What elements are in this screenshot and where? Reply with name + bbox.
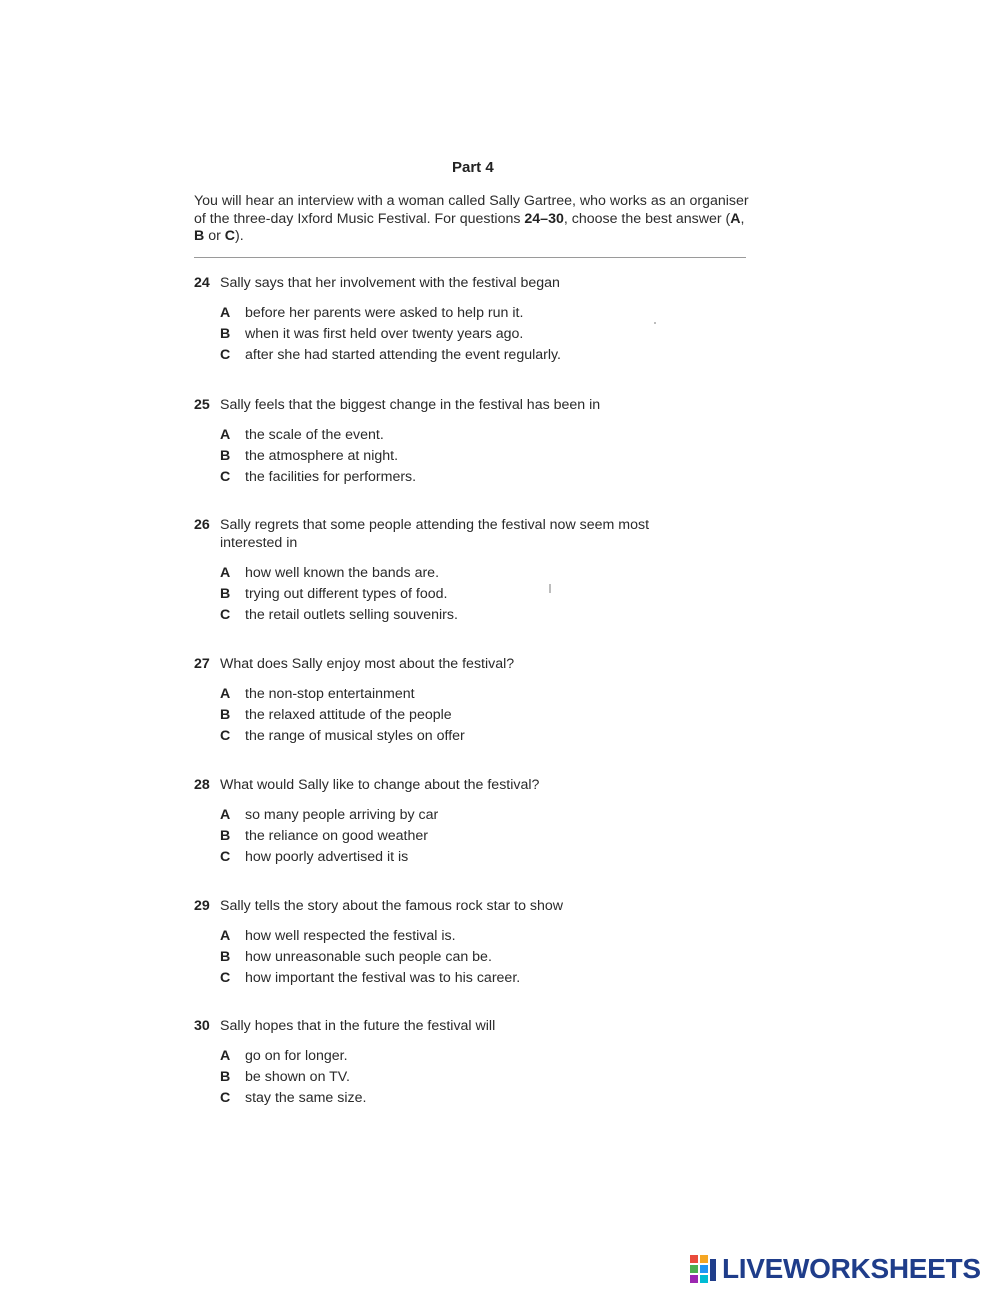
divider-line <box>194 257 746 258</box>
option-c <box>220 968 754 989</box>
question-text: Sally hopes that in the future the festival will <box>220 1018 496 1034</box>
question-number: 26 <box>194 517 210 533</box>
option-letter: A <box>220 928 231 944</box>
question-24 <box>194 274 754 366</box>
option-text: the scale of the event. <box>245 427 384 443</box>
option-a <box>220 684 754 705</box>
question-number: 27 <box>194 656 210 672</box>
question-text: Sally feels that the biggest change in the festival has been in <box>220 397 601 413</box>
question-30 <box>194 1017 754 1109</box>
scan-speck <box>549 584 551 593</box>
instructions-text-1: You will hear an interview with a woman called Sally Gartree, who works as an organiser of the three-day Ixford Music Festival. For questions <box>194 193 749 227</box>
option-letter: C <box>220 970 231 986</box>
question-25 <box>194 396 754 488</box>
option-b <box>220 1067 754 1088</box>
question-text: What does Sally enjoy most about the festival? <box>220 656 515 672</box>
scan-speck <box>654 322 656 324</box>
option-text: how well respected the festival is. <box>245 928 456 944</box>
option-letter: B <box>220 1069 231 1085</box>
option-letter: A <box>220 565 231 581</box>
options-list <box>220 926 754 989</box>
option-letter: B <box>220 828 231 844</box>
option-b <box>220 446 754 467</box>
liveworksheets-logo-icon <box>690 1255 718 1283</box>
question-29 <box>194 897 754 989</box>
question-26 <box>194 516 754 626</box>
instructions-letter-a: A <box>730 210 741 227</box>
option-letter: C <box>220 469 231 485</box>
option-text: how poorly advertised it is <box>245 849 409 865</box>
question-number: 29 <box>194 898 210 914</box>
option-c <box>220 726 754 747</box>
option-c <box>220 467 754 488</box>
option-text: before her parents were asked to help run it. <box>245 305 524 321</box>
option-text: the facilities for performers. <box>245 469 417 485</box>
option-text: how important the festival was to his career. <box>245 970 521 986</box>
option-letter: C <box>220 347 231 363</box>
option-letter: B <box>220 707 231 723</box>
option-b <box>220 947 754 968</box>
part-title: Part 4 <box>452 159 494 176</box>
option-letter: A <box>220 305 231 321</box>
option-c <box>220 847 754 868</box>
option-text: be shown on TV. <box>245 1069 350 1085</box>
instructions-question-range: 24–30 <box>524 210 564 227</box>
option-text: trying out different types of food. <box>245 586 448 602</box>
question-text: Sally says that her involvement with the festival began <box>220 275 560 291</box>
option-letter: B <box>220 586 231 602</box>
question-number: 24 <box>194 275 210 291</box>
question-28 <box>194 776 754 868</box>
option-c <box>220 345 754 366</box>
instructions-letter-b: B <box>194 228 205 244</box>
option-text: how unreasonable such people can be. <box>245 949 492 965</box>
question-27 <box>194 655 754 747</box>
liveworksheets-wordmark: LIVEWORKSHEETS <box>722 1253 981 1284</box>
option-letter: C <box>220 1090 231 1106</box>
option-a <box>220 425 754 446</box>
option-text: after she had started attending the event regularly. <box>245 347 562 363</box>
option-text: stay the same size. <box>245 1090 367 1106</box>
option-text: the non-stop entertainment <box>245 686 415 702</box>
liveworksheets-logo <box>690 1252 981 1286</box>
question-text: Sally regrets that some people attending the festival now seem most interested in <box>220 517 650 551</box>
option-text: how well known the bands are. <box>245 565 440 581</box>
option-c <box>220 1088 754 1109</box>
option-a <box>220 805 754 826</box>
question-text: What would Sally like to change about the festival? <box>220 777 540 793</box>
options-list <box>220 563 754 626</box>
instructions-text-3: ). <box>235 228 244 244</box>
question-number: 28 <box>194 777 210 793</box>
option-letter: A <box>220 807 231 823</box>
instructions <box>194 193 754 246</box>
option-letter: C <box>220 849 231 865</box>
option-b <box>220 705 754 726</box>
question-text: Sally tells the story about the famous rock star to show <box>220 898 564 914</box>
option-text: the atmosphere at night. <box>245 448 399 464</box>
option-letter: A <box>220 427 231 443</box>
option-b <box>220 584 754 605</box>
question-number: 25 <box>194 397 210 413</box>
options-list <box>220 805 754 868</box>
options-list <box>220 684 754 747</box>
option-text: the reliance on good weather <box>245 828 428 844</box>
options-list <box>220 303 754 366</box>
option-letter: B <box>220 949 231 965</box>
option-a <box>220 563 754 584</box>
option-a <box>220 1046 754 1067</box>
option-text: the range of musical styles on offer <box>245 728 465 744</box>
option-letter: C <box>220 607 231 623</box>
question-number: 30 <box>194 1018 210 1034</box>
options-list <box>220 425 754 488</box>
option-b <box>220 324 754 345</box>
option-text: go on for longer. <box>245 1048 348 1064</box>
option-letter: B <box>220 326 231 342</box>
option-text: when it was first held over twenty years ago. <box>245 326 524 342</box>
option-a <box>220 926 754 947</box>
instructions-sep-2: or <box>204 228 225 244</box>
option-letter: A <box>220 1048 231 1064</box>
option-letter: C <box>220 728 231 744</box>
option-text: the retail outlets selling souvenirs. <box>245 607 458 623</box>
options-list <box>220 1046 754 1109</box>
option-text: so many people arriving by car <box>245 807 439 823</box>
option-c <box>220 605 754 626</box>
option-letter: B <box>220 448 231 464</box>
option-text: the relaxed attitude of the people <box>245 707 452 723</box>
instructions-sep-1: , <box>740 210 745 227</box>
instructions-text-2: , choose the best answer ( <box>563 210 731 227</box>
instructions-letter-c: C <box>224 228 235 244</box>
option-a <box>220 303 754 324</box>
option-b <box>220 826 754 847</box>
option-letter: A <box>220 686 231 702</box>
